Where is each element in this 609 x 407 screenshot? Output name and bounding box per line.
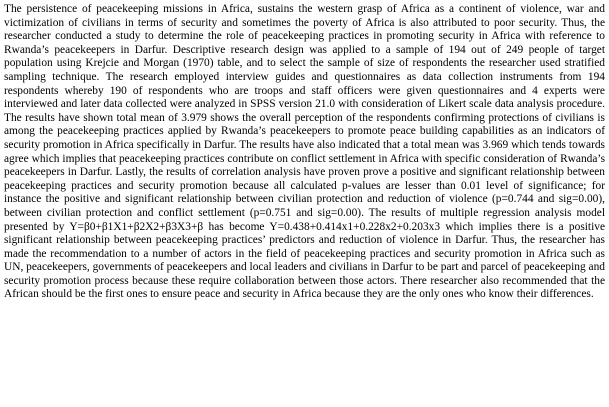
abstract-paragraph: The persistence of peacekeeping missions in Africa, sustains the western grasp of Africa as a continent of violence, war and victimization of civilians in terms of security and sometimes the poverty of Africa is also attributed to poor security. Thus, the researcher conducted a study to determine the role of peacekeeping practices in promoting security in Africa with reference to Rwanda’s peacekeepers in Darfur. Descriptive research design was applied to a sample of 194 out of 249 people of target population using Krejcie and Morgan (1970) table, and to select the sample of size of respondents the researcher used stratified sampling technique. The research employed interview guides and questionnaires as data collection instruments from 194 respondents whereby 190 of respondents who are troops and staff officers were given questionnaires and 4 experts were interviewed and later data collected were analyzed in SPSS version 21.0 with consideration of Likert scale data analysis procedure. The results have shown total mean of 3.979 shows the overall perception of the respondents confirming protections of civilians is among the peacekeeping practices applied by Rwanda’s peacekeepers to promote peace building capabilities as an indicators of security promotion in Africa specifically in Darfur. The results have also indicated that a total mean was 3.969 which tends towards agree which implies that peacekeeping practices contribute on conflict settlement in Africa with specific consideration of Rwanda’s peacekeepers in Darfur. Lastly, the results of correlation analysis have proven prove a positive and significant relationship between peacekeeping practices and security promotion because all calculated p-values are lesser than 0.01 level of significance; for instance the positive and significant relationship between civilian protection and reduction of violence (p=0.744 and sig=0.00), between civilian protection and conflict settlement (p=0.751 and sig=0.00). The results of multiple regression analysis model presented by Y=β0+β1X1+β2X2+β3X3+β has become Y=0.438+0.414x1+0.228x2+0.203x3 which implies there is a positive significant relationship between peacekeeping practices’ predictors and reduction of violence in Darfur. Thus, the researcher has made the recommendation to a number of actors in the field of peacekeeping practices and security promotion in Africa such as UN, peacekeepers, governments of peacekeepers and local leaders and civilians in Darfur to be part and parcel of peacekeeping and security promotion process because these require collaboration between those actors. There researcher also recommended that the African should be the first ones to ensure peace and security in Africa because they are the only ones who know their differences. [4, 3, 605, 301]
